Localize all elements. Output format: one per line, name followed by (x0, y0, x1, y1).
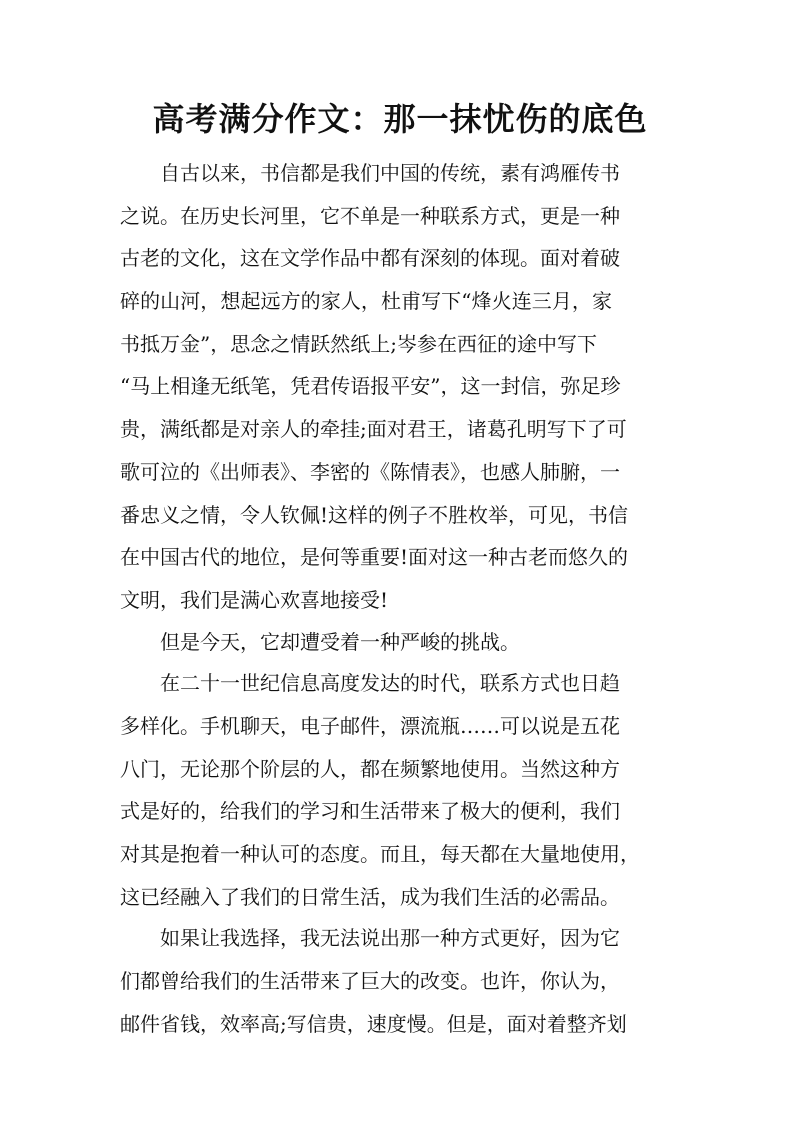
text-line: 但是今天，它却遭受着一种严峻的挑战。 (160, 629, 520, 654)
text-line: 自古以来，书信都是我们中国的传统，素有鸿雁传书 (160, 161, 620, 185)
text-line: 如果让我选择，我无法说出那一种方式更好，因为它 (160, 926, 620, 951)
text-line: 古老的文化，这在文学作品中都有深刻的体现。面对着破 (120, 246, 620, 271)
document-body (120, 152, 640, 1045)
paragraph (120, 152, 629, 622)
text-line: 之说。在历史长河里，它不单是一种联系方式，更是一种 (120, 203, 620, 228)
text-line: 式是好的，给我们的学习和生活带来了极大的便利，我们 (120, 799, 620, 824)
text-line: 们都曾给我们的生活带来了巨大的改变。也许，你认为， (120, 969, 620, 994)
paragraph (120, 917, 627, 1045)
text-line: 番忠义之情，令人钦佩!这样的例子不胜枚举，可见，书信 (120, 502, 629, 527)
document-title: 高考满分作文：那一抹忧伤的底色 (152, 100, 648, 138)
text-line: 多样化。手机聊天，电子邮件，漂流瓶……可以说是五花 (120, 713, 620, 738)
text-line: 对其是抱着一种认可的态度。而且，每天都在大量地使用， (120, 842, 640, 866)
text-line: 文明，我们是满心欢喜地接受! (120, 587, 389, 612)
text-line: “马上相逢无纸笔，凭君传语报平安”，这一封信，弥足珍 (120, 374, 621, 399)
paragraph (120, 662, 640, 918)
text-line: 碎的山河，想起远方的家人，杜甫写下“烽火连三月，家 (120, 289, 612, 314)
paragraph (120, 621, 612, 664)
text-line: 在二十一世纪信息高度发达的时代，联系方式也日趋 (160, 671, 620, 696)
text-line: 八门，无论那个阶层的人，都在频繁地使用。当然这种方 (120, 756, 620, 781)
text-line: 书抵万金”，思念之情跃然纸上;岑参在西征的途中写下 (120, 331, 597, 356)
text-line: 歌可泣的《出师表》、李密的《陈情表》，也感人肺腑，一 (120, 459, 620, 484)
text-line: 在中国古代的地位，是何等重要!面对这一种古老而悠久的 (120, 545, 629, 570)
text-line: 邮件省钱，效率高;写信贵，速度慢。但是，面对着整齐划 (120, 1011, 627, 1036)
text-line: 贵，满纸都是对亲人的牵挂;面对君王，诸葛孔明写下了可 (120, 417, 627, 442)
text-line: 这已经融入了我们的日常生活，成为我们生活的必需品。 (120, 884, 620, 909)
